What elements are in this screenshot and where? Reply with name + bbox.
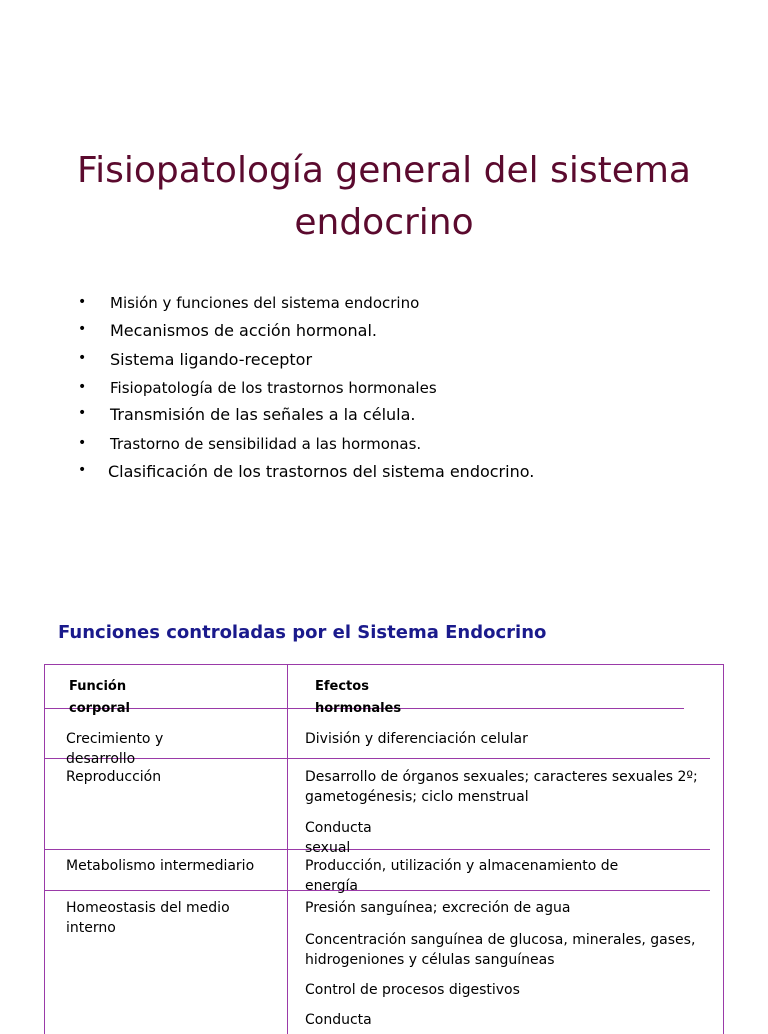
list-item-text: Misión y funciones del sistema endocrino: [110, 294, 420, 312]
bullet-icon: •: [78, 350, 87, 366]
list-item-text: Mecanismos de acción hormonal.: [110, 321, 377, 340]
section-title: Funciones controladas por el Sistema Endocrino: [58, 622, 547, 643]
cell-eff-presion: Presión sanguínea; excreción de agua: [305, 900, 571, 916]
bullet-icon: •: [78, 405, 87, 421]
bullet-icon: •: [78, 435, 87, 451]
cell-eff-conducta: Conducta: [305, 1012, 372, 1028]
slide-title: Fisiopatología general del sistema endocrino: [77, 150, 691, 243]
list-item-text: Transmisión de las señales a la célula.: [110, 405, 416, 424]
cell-eff-conducta-sexual: Conducta sexual: [305, 820, 372, 856]
bullet-icon: •: [78, 321, 87, 337]
cell-eff-digestivos: Control de procesos digestivos: [305, 982, 520, 998]
list-item-text: Clasificación de los trastornos del sistema endocrino.: [108, 462, 535, 481]
cell-eff-crecimiento: División y diferenciación celular: [305, 731, 528, 747]
list-item-text: Trastorno de sensibilidad a las hormonas.: [110, 435, 422, 453]
cell-func-crecimiento: Crecimiento y desarrollo: [66, 731, 164, 767]
bullet-icon: •: [78, 379, 87, 395]
cell-func-homeostasis: Homeostasis del medio interno: [66, 900, 230, 936]
list-item-text: Fisiopatología de los trastornos hormonales: [110, 379, 437, 397]
cell-eff-reproduccion: Desarrollo de órganos sexuales; caracteres sexuales 2º; gametogénesis; ciclo menstrual: [305, 769, 698, 805]
header-efectos-hormonales: Efectos hormonales: [315, 679, 402, 716]
cell-eff-concentracion: Concentración sanguínea de glucosa, minerales, gases, hidrogeniones y células sanguíneas: [305, 932, 696, 968]
list-item-text: Sistema ligando-receptor: [110, 350, 313, 369]
cell-eff-metabolismo: Producción, utilización y almacenamiento de energía: [305, 858, 619, 894]
header-funcion-corporal: Función corporal: [69, 679, 130, 716]
cell-func-reproduccion: Reproducción: [66, 769, 162, 785]
bullet-icon: •: [78, 462, 87, 478]
bullet-icon: •: [78, 294, 87, 310]
cell-func-metabolismo: Metabolismo intermediario: [66, 858, 255, 874]
